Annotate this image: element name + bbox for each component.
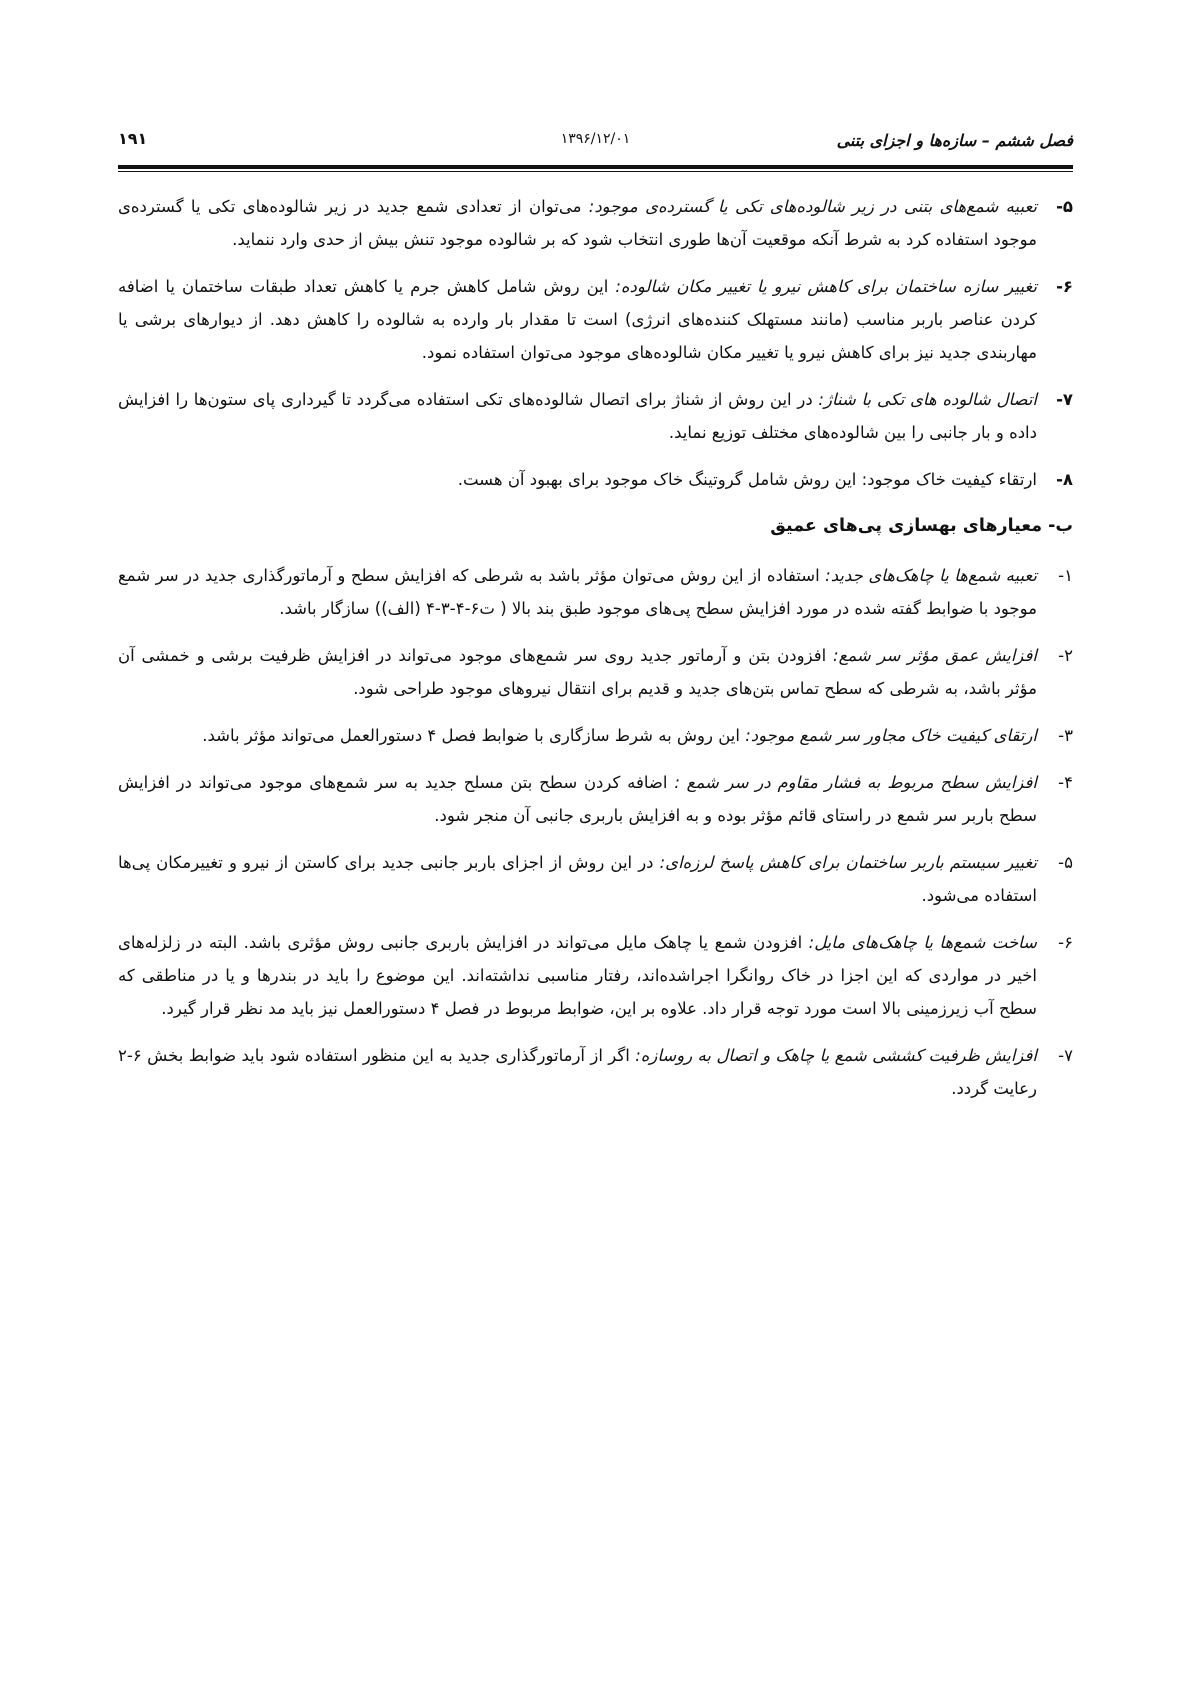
item-title: تعبیه شمع‌های بتنی در زیر شالوده‌های تکی یا گسترده‌ی موجود: bbox=[581, 197, 1037, 216]
item-number: ۸- bbox=[1056, 470, 1073, 489]
item-number: ۱- bbox=[1058, 566, 1073, 585]
chapter-title: فصل ششم – سازه‌ها و اجزای بتنی bbox=[836, 131, 1073, 150]
item-text: در این روش از شناژ برای اتصال شالوده‌های تکی استفاده می‌گردد تا گیرداری پای ستون‌ها را افزایش داده و بار جانبی را بین شالوده‌های مختلف توزیع نماید. bbox=[118, 390, 1037, 442]
header-date: ۱۳۹۶/۱۲/۰۱ bbox=[560, 131, 631, 147]
item-text: اضافه کردن سطح بتن مسلح جدید به سر شمع‌های موجود می‌تواند در افزایش سطح باربر سر شمع در راستای قائم مؤثر بوده و به افزایش باربری جانبی آن منجر شود. bbox=[118, 773, 1037, 825]
item-title: ساخت شمع‌ها یا چاهک‌های مایل: bbox=[802, 933, 1037, 952]
list-item bbox=[118, 463, 1073, 496]
list-item bbox=[118, 559, 1073, 625]
item-title: افزایش عمق مؤثر سر شمع: bbox=[826, 646, 1037, 665]
item-number: ۴- bbox=[1058, 773, 1073, 792]
item-text: ارتقاء کیفیت خاک موجود: این روش شامل گروتینگ خاک موجود برای بهبود آن هست. bbox=[457, 470, 1037, 489]
item-number: ۵- bbox=[1056, 197, 1073, 216]
list-item bbox=[118, 190, 1073, 256]
list-item bbox=[118, 383, 1073, 449]
page-number: ۱۹۱ bbox=[118, 129, 148, 148]
item-number: ۷- bbox=[1058, 1046, 1073, 1065]
item-title: اتصال شالوده های تکی با شناژ: bbox=[812, 390, 1038, 409]
item-text: این روش به شرط سازگاری با ضوابط فصل ۴ دستورالعمل می‌تواند مؤثر باشد. bbox=[202, 726, 740, 745]
list-item bbox=[118, 766, 1073, 832]
item-number: ۵- bbox=[1058, 853, 1073, 872]
list-item bbox=[118, 926, 1073, 1025]
item-number: ۳- bbox=[1058, 726, 1073, 745]
header-rule-thick bbox=[118, 165, 1073, 169]
list-item bbox=[118, 719, 1073, 752]
item-number: ۷- bbox=[1056, 390, 1073, 409]
item-number: ۶- bbox=[1058, 933, 1073, 952]
item-text: استفاده از این روش می‌توان مؤثر باشد به شرطی که افزایش سطح و آرماتورگذاری جدید در سر شمع موجود با ضوابط گفته شده در مورد افزایش سطح پی‌های موجود طبق بند بالا ( ت۶-۴-۳-۴ (الف)) سازگار باشد. bbox=[118, 566, 1037, 618]
header-rule-thin bbox=[118, 171, 1073, 172]
item-text: این روش شامل کاهش جرم یا کاهش تعداد طبقات ساختمان یا اضافه کردن عناصر باربر مناسب (مانند مستهلک کننده‌های انرژی) است تا مقدار بار وارده به شالوده را کاهش دهد. از دیوارهای برشی یا مهاربندی جدید نیز برای کاهش نیرو یا تغییر مکان شالوده‌های موجود می‌توان استفاده نمود. bbox=[118, 277, 1037, 362]
item-title: تغییر سیستم باربر ساختمان برای کاهش پاسخ لرزه‌ای: bbox=[653, 853, 1037, 872]
item-text: می‌توان از تعدادی شمع جدید در زیر شالوده‌های تکی یا گسترده‌ی موجود استفاده کرد به شرط آنکه موقعیت آن‌ها طوری انتخاب شود که بر شالوده موجود تنش بیش از حدی وارد ننماید. bbox=[118, 197, 1037, 249]
section-b-heading: ب- معیارهای بهسازی پی‌های عمیق bbox=[770, 516, 1073, 536]
item-text: در این روش از اجزای باربر جانبی جدید برای کاستن از نیرو و تغییرمکان پی‌ها استفاده می‌شود. bbox=[118, 853, 1037, 905]
item-title: تعبیه شمع‌ها یا چاهک‌های جدید: bbox=[819, 566, 1037, 585]
item-title: ارتقای کیفیت خاک مجاور سر شمع موجود: bbox=[739, 726, 1037, 745]
item-text: اگر از آرماتورگذاری جدید به این منظور استفاده شود باید ضوابط بخش ۶-۲ رعایت گردد. bbox=[118, 1046, 1037, 1098]
list-item bbox=[118, 846, 1073, 912]
item-number: ۲- bbox=[1058, 646, 1073, 665]
item-number: ۶- bbox=[1056, 277, 1073, 296]
page-body bbox=[118, 190, 1073, 1119]
list-item bbox=[118, 639, 1073, 705]
list-item bbox=[118, 270, 1073, 369]
item-title: افزایش ظرفیت کششی شمع یا چاهک و اتصال به روسازه: bbox=[629, 1046, 1037, 1065]
section-a-list bbox=[118, 190, 1073, 496]
item-text: افزودن بتن و آرماتور جدید روی سر شمع‌های موجود می‌تواند در افزایش ظرفیت برشی و خمشی آن مؤثر باشد، به شرطی که سطح تماس بتن‌های جدید و قدیم برای انتقال نیروهای موجود طراحی شود. bbox=[118, 646, 1037, 698]
list-item bbox=[118, 1039, 1073, 1105]
item-text: افزودن شمع یا چاهک مایل می‌تواند در افزایش باربری جانبی روش مؤثری باشد. البته در زلزله‌های اخیر در مواردی که این اجزا در خاک روانگرا اجراشده‌اند، رفتار مناسبی نداشته‌اند. این موضوع را باید در بندرها و یا در مناطقی که سطح آب زیرزمینی بالا است مورد توجه قرار داد. علاوه بر این، ضوابط مربوط در فصل ۴ دستورالعمل نیز باید مد نظر قرار گیرد. bbox=[118, 933, 1037, 1018]
item-title: تغییر سازه ساختمان برای کاهش نیرو یا تغییر مکان شالوده: bbox=[608, 277, 1037, 296]
item-title: افزایش سطح مربوط به فشار مقاوم در سر شمع : bbox=[667, 773, 1037, 792]
page-header bbox=[118, 124, 1073, 160]
section-b-list bbox=[118, 559, 1073, 1105]
